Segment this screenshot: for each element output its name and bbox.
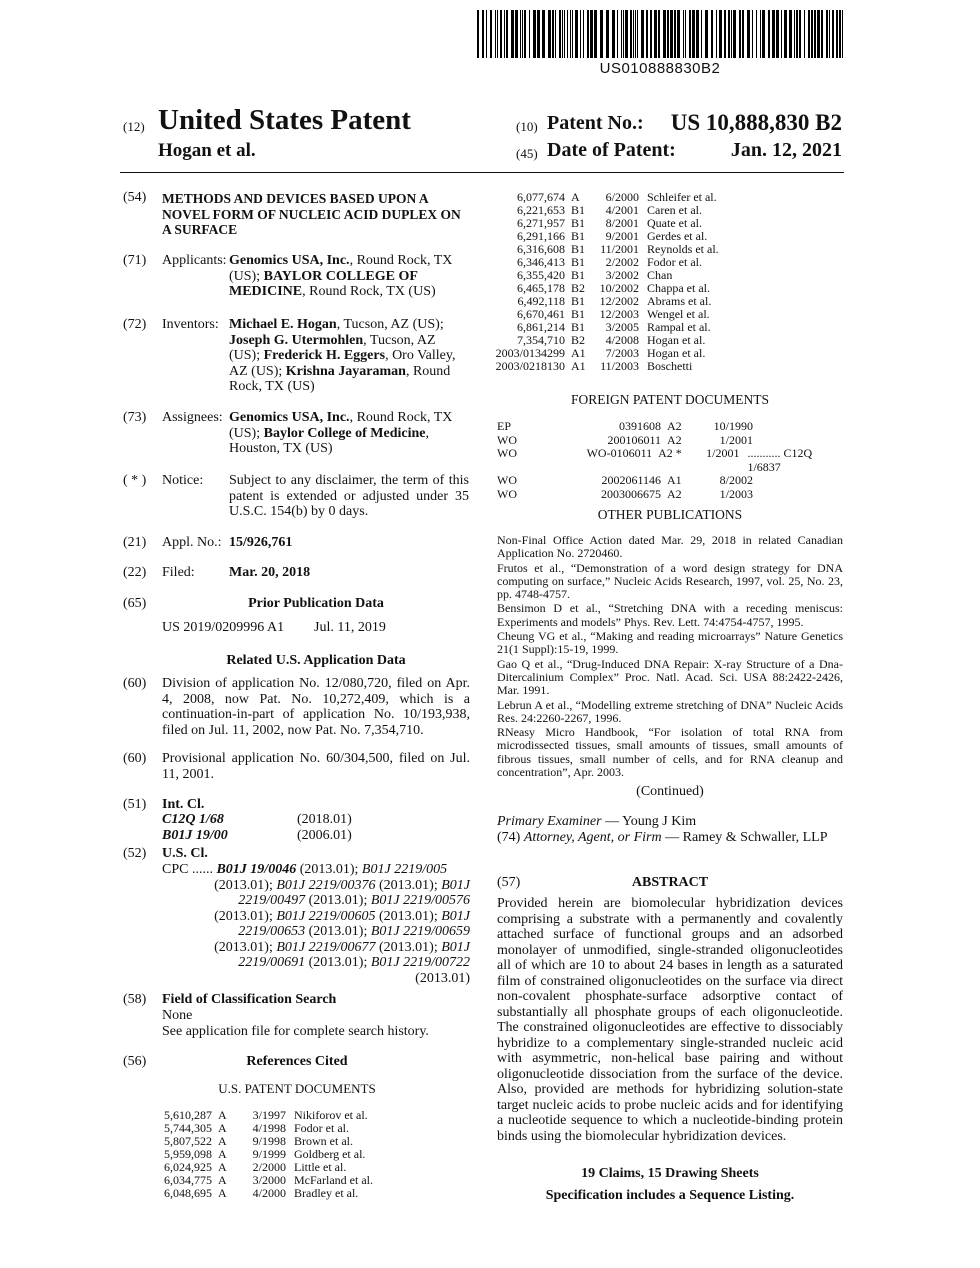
cpc-block: [162, 862, 470, 986]
reference-number: 6,048,695: [164, 1186, 212, 1200]
cpc-line: 2219/00497 (2013.01); B01J 2219/00576: [238, 893, 470, 908]
reference-kind: B1: [571, 216, 586, 230]
abstract-heading: ABSTRACT: [631, 875, 709, 890]
reference-number: 6,024,925: [164, 1160, 212, 1174]
reference-author: Boschetti: [647, 359, 693, 373]
int-cl-label: Int. Cl.: [162, 797, 205, 812]
inventor-short: Hogan et al.: [158, 140, 256, 161]
foreign-country: WO: [497, 473, 517, 487]
attorney: (74) Attorney, Agent, or Firm — Ramey & Schwaller, LLP: [497, 830, 828, 845]
reference-author: McFarland et al.: [294, 1173, 373, 1187]
int-cl-date-1: (2018.01): [297, 812, 352, 827]
invention-title: METHODS AND DEVICES BASED UPON A NOVEL FORM OF NUCLEIC ACID DUPLEX ON A SURFACE: [162, 191, 461, 237]
field-56-code: (56): [123, 1054, 147, 1069]
foreign-country: EP: [497, 419, 512, 433]
reference-number: 6,861,214: [517, 320, 565, 334]
reference-number: 6,355,420: [517, 268, 565, 282]
reference-row: [140, 1187, 470, 1200]
reference-author: Chappa et al.: [647, 281, 710, 295]
sequence-listing-note: Specification includes a Sequence Listing.: [545, 1188, 795, 1203]
foreign-country: WO: [497, 432, 517, 447]
classification-search-none: None: [162, 1008, 193, 1023]
cpc-line: CPC ...... B01J 19/0046 (2013.01); B01J 2219/005: [162, 862, 448, 877]
reference-date: 3/2005: [605, 320, 639, 334]
reference-author: Abrams et al.: [647, 294, 712, 308]
appl-no-value: 15/926,761: [229, 535, 293, 550]
reference-row: [493, 360, 843, 373]
reference-date: 11/2001: [600, 242, 639, 256]
field-73-code: (73): [123, 410, 147, 425]
reference-number: 6,077,674: [517, 190, 565, 204]
us-references-list-continued: [493, 191, 843, 373]
reference-number: 6,670,461: [517, 307, 565, 321]
foreign-class: [753, 474, 761, 488]
reference-date: 12/2002: [599, 294, 639, 308]
reference-date: 10/2002: [599, 281, 639, 295]
cpc-line: (2013.01): [415, 970, 470, 986]
foreign-date: 1/2001: [706, 446, 740, 460]
reference-author: Bradley et al.: [294, 1186, 359, 1200]
foreign-kind: A1: [667, 473, 682, 487]
publication-entry: Frutos et al., “Demonstration of a word design strategy for DNA computing on surface,” Nucleic Acids Research, 1997, vol. 25, No. 23, pp. 4748-4757.: [497, 560, 843, 602]
foreign-reference-row: [497, 420, 843, 434]
reference-author: Fodor et al.: [294, 1121, 349, 1135]
foreign-reference-row: [497, 434, 843, 448]
publication-entry: Gao Q et al., “Drug-Induced DNA Repair: X-ray Structure of a Dna-Ditercalinium Complex” Proc. Natl. Acad. Sci. USA 88:2422-2426, Mar. 1991.: [497, 656, 843, 698]
other-publications-heading: OTHER PUBLICATIONS: [597, 507, 743, 522]
foreign-kind: A2: [667, 486, 682, 501]
reference-kind: A: [218, 1173, 227, 1187]
reference-date: 2/2000: [252, 1160, 286, 1174]
foreign-references-list: [497, 420, 843, 501]
reference-date: 12/2003: [599, 307, 639, 321]
continued-note: (Continued): [636, 784, 704, 799]
cpc-line: 2219/00691 (2013.01); B01J 2219/00722: [238, 955, 470, 970]
publication-entry: Non-Final Office Action dated Mar. 29, 2018 in related Canadian Application No. 2720460.: [497, 533, 843, 561]
int-cl-date-2: (2006.01): [297, 828, 352, 843]
reference-author: Gerdes et al.: [647, 229, 708, 243]
reference-date: 2/2002: [605, 255, 639, 269]
foreign-date: 8/2002: [719, 473, 753, 487]
division-text: Division of application No. 12/080,720, filed on Apr. 4, 2008, now Pat. No. 10,272,409, which is a continuation-in-part of application No. 10/193,938, filed on Jul. 11, 2002, now Pat. No. 7,354,710.: [162, 676, 470, 738]
foreign-number: 200106011: [607, 432, 661, 447]
reference-date: 4/2008: [605, 333, 639, 347]
classification-search-label: Field of Classification Search: [162, 992, 337, 1007]
reference-date: 4/2001: [605, 203, 639, 217]
field-22-code: (22): [123, 565, 147, 580]
foreign-kind: A2: [667, 432, 682, 447]
foreign-number: 2002061146: [601, 473, 661, 487]
reference-date: 9/1998: [252, 1134, 286, 1148]
reference-author: Quate et al.: [647, 216, 702, 230]
reference-author: Brown et al.: [294, 1134, 353, 1148]
reference-kind: B1: [571, 320, 586, 334]
classification-search-note: See application file for complete search history.: [162, 1024, 429, 1039]
cpc-line: 2219/00653 (2013.01); B01J 2219/00659: [238, 924, 470, 939]
field-54-code: (54): [123, 190, 147, 205]
int-cl-code-1: C12Q 1/68: [162, 812, 224, 827]
field-65-code: (65): [123, 596, 147, 611]
patent-date-label: Date of Patent:: [547, 139, 676, 161]
applicants-value: Genomics USA, Inc., Round Rock, TX (US); BAYLOR COLLEGE OF MEDICINE, Round Rock, TX (US): [229, 253, 453, 299]
other-publications-list: [497, 534, 843, 780]
foreign-date: 1/2003: [719, 486, 753, 501]
related-application-heading: Related U.S. Application Data: [226, 653, 406, 668]
reference-date: 7/2003: [605, 346, 639, 360]
reference-date: 3/2002: [605, 268, 639, 282]
primary-examiner: Primary Examiner — Young J Kim: [497, 814, 697, 829]
foreign-date: 1/2001: [719, 432, 753, 447]
reference-kind: A: [218, 1186, 227, 1200]
reference-number: 6,465,178: [517, 281, 565, 295]
reference-author: Rampal et al.: [647, 320, 711, 334]
reference-kind: B1: [571, 255, 586, 269]
reference-number: 5,744,305: [164, 1121, 212, 1135]
patent-number-code: (10): [516, 119, 538, 134]
document-title: United States Patent: [158, 104, 411, 136]
field-72-code: (72): [123, 317, 147, 332]
reference-date: 6/2000: [605, 190, 639, 204]
foreign-reference-row: [497, 447, 843, 474]
patent-number-label: Patent No.:: [547, 112, 644, 134]
patent-date-code: (45): [516, 146, 538, 161]
publication-number: US010888830B2: [599, 60, 721, 77]
reference-number: 6,221,653: [517, 203, 565, 217]
prior-publication-heading: Prior Publication Data: [248, 596, 384, 611]
reference-kind: B2: [571, 281, 586, 295]
field-51-code: (51): [123, 797, 147, 812]
reference-author: Wengel et al.: [647, 307, 710, 321]
header-rule: [120, 172, 844, 173]
applicants-label: Applicants:: [162, 253, 227, 268]
reference-number: 6,316,608: [517, 242, 565, 256]
reference-kind: B1: [571, 203, 586, 217]
foreign-reference-row: [497, 488, 843, 502]
prior-publication-number: US 2019/0209996 A1: [162, 620, 285, 635]
reference-kind: B1: [571, 268, 586, 282]
us-references-list: [140, 1109, 470, 1200]
reference-kind: A: [218, 1160, 227, 1174]
reference-date: 9/2001: [605, 229, 639, 243]
foreign-class: [753, 488, 761, 502]
reference-kind: A1: [571, 346, 586, 360]
reference-kind: A: [218, 1147, 227, 1161]
reference-date: 11/2003: [600, 359, 639, 373]
us-patent-documents-heading: U.S. PATENT DOCUMENTS: [218, 1081, 376, 1096]
barcode-bar: [842, 10, 843, 58]
foreign-date: 10/1990: [713, 419, 753, 433]
reference-number: 6,492,118: [517, 294, 565, 308]
foreign-number: WO-0106011: [586, 446, 653, 460]
publication-entry: Bensimon D et al., “Stretching DNA with a receding meniscus: Experiments and models” Phys. Rev. Lett. 74:4754-4757, 1995.: [497, 601, 843, 629]
field-58-code: (58): [123, 992, 147, 1007]
field-60b-code: (60): [123, 751, 147, 766]
reference-kind: B1: [571, 242, 586, 256]
foreign-patent-documents-heading: FOREIGN PATENT DOCUMENTS: [570, 392, 770, 407]
reference-kind: B2: [571, 333, 586, 347]
reference-number: 6,271,957: [517, 216, 565, 230]
assignees-value: Genomics USA, Inc., Round Rock, TX (US); Baylor College of Medicine, Houston, TX (US): [229, 410, 453, 456]
reference-number: 6,034,775: [164, 1173, 212, 1187]
patent-date-value: Jan. 12, 2021: [730, 139, 842, 161]
foreign-class: [753, 420, 761, 434]
foreign-class: [753, 434, 761, 448]
reference-date: 8/2001: [605, 216, 639, 230]
foreign-kind: A2 *: [658, 446, 682, 460]
reference-kind: B1: [571, 294, 586, 308]
inventors-value: Michael E. Hogan, Tucson, AZ (US); Joseph G. Utermohlen, Tucson, AZ (US); Frederick H. Eggers, Oro Valley, AZ (US); Krishna Jayaraman, Round Rock, TX (US): [229, 317, 456, 394]
publication-entry: Lebrun A et al., “Modelling extreme stretching of DNA” Nucleic Acids Res. 24:2260-2267, 1996.: [497, 697, 843, 725]
reference-date: 9/1999: [252, 1147, 286, 1161]
reference-author: Fodor et al.: [647, 255, 702, 269]
prior-publication-date: Jul. 11, 2019: [314, 620, 386, 635]
reference-author: Caren et al.: [647, 203, 702, 217]
foreign-number: 2003006675: [601, 486, 661, 501]
field-60a-code: (60): [123, 676, 147, 691]
reference-kind: A1: [571, 359, 586, 373]
cpc-line: (2013.01); B01J 2219/00605 (2013.01); B01J: [214, 908, 470, 924]
reference-kind: A: [218, 1134, 227, 1148]
reference-kind: B1: [571, 229, 586, 243]
reference-author: Reynolds et al.: [647, 242, 719, 256]
foreign-kind: A2: [667, 419, 682, 433]
reference-date: 3/2000: [252, 1173, 286, 1187]
assignees-label: Assignees:: [162, 410, 223, 425]
field-21-code: (21): [123, 535, 147, 550]
reference-number: 5,610,287: [164, 1108, 212, 1122]
references-cited-heading: References Cited: [246, 1054, 348, 1069]
reference-author: Hogan et al.: [647, 346, 706, 360]
field-57-code: (57): [497, 875, 521, 890]
reference-number: 6,291,166: [517, 229, 565, 243]
appl-no-label: Appl. No.:: [162, 535, 222, 550]
foreign-reference-row: [497, 474, 843, 488]
reference-author: Nikiforov et al.: [294, 1108, 368, 1122]
notice-label: Notice:: [162, 473, 204, 488]
foreign-number: 0391608: [619, 419, 661, 433]
reference-number: 6,346,413: [517, 255, 565, 269]
us-cl-label: U.S. Cl.: [162, 846, 208, 861]
reference-author: Goldberg et al.: [294, 1147, 366, 1161]
filed-value: Mar. 20, 2018: [229, 565, 311, 580]
patent-number-value: US 10,888,830 B2: [670, 110, 842, 135]
reference-date: 4/2000: [252, 1186, 286, 1200]
claims-sheets: 19 Claims, 15 Drawing Sheets: [581, 1166, 759, 1181]
reference-date: 4/1998: [252, 1121, 286, 1135]
reference-date: 3/1997: [252, 1108, 286, 1122]
barcode: [477, 10, 843, 58]
filed-label: Filed:: [162, 565, 195, 580]
int-cl-code-2: B01J 19/00: [162, 828, 228, 843]
reference-number: 7,354,710: [517, 333, 565, 347]
reference-author: Schleifer et al.: [647, 190, 717, 204]
reference-kind: B1: [571, 307, 586, 321]
provisional-text: Provisional application No. 60/304,500, filed on Jul. 11, 2001.: [162, 751, 470, 782]
foreign-country: WO: [497, 486, 517, 501]
reference-number: 5,807,522: [164, 1134, 212, 1148]
foreign-country: WO: [497, 446, 517, 460]
reference-number: 5,959,098: [164, 1147, 212, 1161]
publication-entry: RNeasy Micro Handbook, “For isolation of total RNA from microdissected tissues, small amounts of tissues, small amounts of fibrous tissues, small number of cells, and for RNA cleanup and concentration”, Apr. 2003.: [497, 725, 843, 780]
abstract-text: Provided herein are biomolecular hybridization devices comprising a substrate with a permanently and covalently attached surface of functional groups and an adsorbed monolayer of unmodified, single-stranded oligonucleotides all of which are 10 to about 24 bases in length as a saturated film of constrained oligonucleotides on the surface via direct non-covalent phosphate-surface adsorptive contact of substantially all phosphate groups of each oligonucleotide. The constrained oligonucleotides are effective to dissociably hybridize to a complementary single-stranded nucleic acid with asymmetric, non-helical base pairing and without oligonucleotide dissociation from the surface of the device. Also, provided are methods for hybridizing solution-state target nucleic acids to probe nucleic acids and for identifying a nucleotide sequence to which a nucleotide-binding protein binds using the biomolecular hybridization devices.: [497, 896, 843, 1144]
reference-author: Little et al.: [294, 1160, 347, 1174]
reference-author: Chan: [647, 268, 673, 282]
kind-code-label: (12): [123, 119, 145, 134]
notice-code: ( * ): [123, 473, 147, 488]
field-71-code: (71): [123, 253, 147, 268]
field-52-code: (52): [123, 846, 147, 861]
inventors-label: Inventors:: [162, 317, 219, 332]
notice-text: Subject to any disclaimer, the term of this patent is extended or adjusted under 35 U.S.C. 154(b) by 0 days.: [229, 473, 469, 519]
foreign-class: ........... C12Q 1/6837: [747, 446, 813, 474]
reference-kind: A: [218, 1121, 227, 1135]
reference-kind: A: [218, 1108, 227, 1122]
cpc-line: (2013.01); B01J 2219/00677 (2013.01); B01J: [214, 939, 470, 955]
reference-number: 2003/0134299: [495, 346, 565, 360]
publication-entry: Cheung VG et al., “Making and reading microarrays” Nature Genetics 21(1 Suppl):15-19, 1999.: [497, 629, 843, 657]
reference-number: 2003/0218130: [495, 359, 565, 373]
reference-kind: A: [571, 190, 580, 204]
reference-author: Hogan et al.: [647, 333, 706, 347]
cpc-line: (2013.01); B01J 2219/00376 (2013.01); B01J: [214, 877, 470, 893]
